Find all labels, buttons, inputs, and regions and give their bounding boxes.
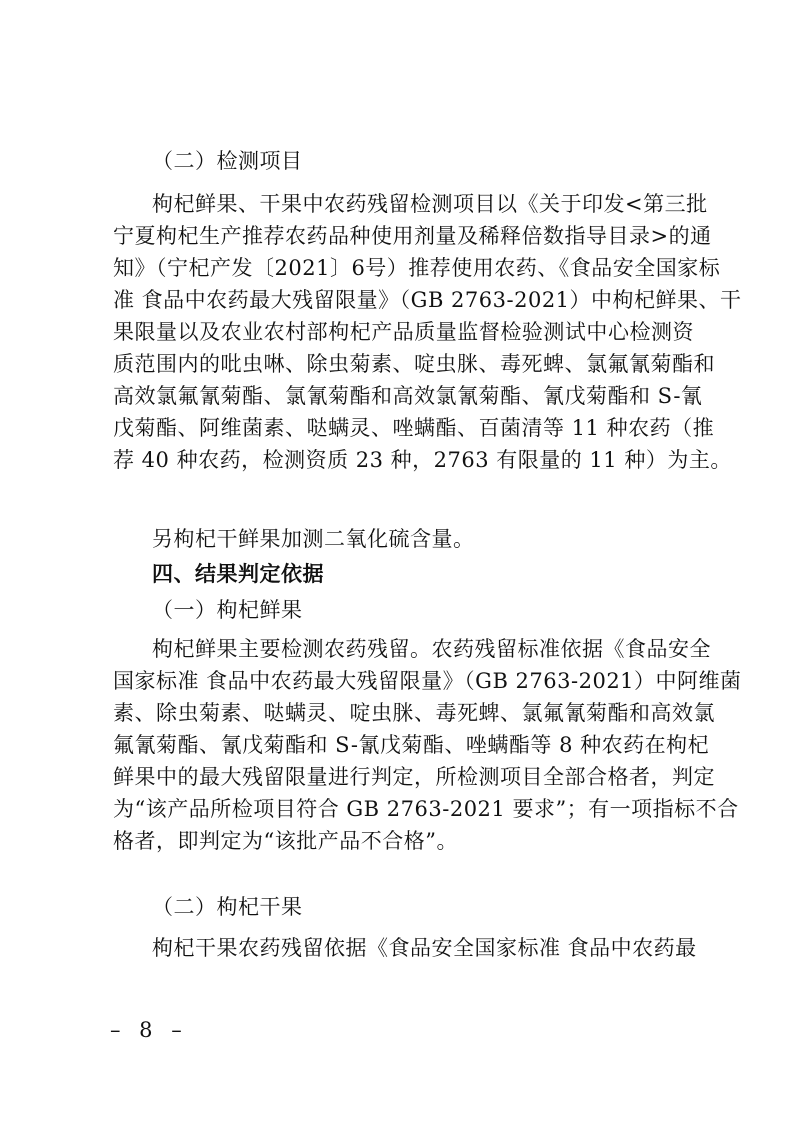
paragraph-line: 准 食品中农药最大残留限量》（GB 2763-2021）中枸杞鲜果、干 (113, 288, 742, 312)
subsection-heading-dried-fruit: （二）枸杞干果 (152, 895, 303, 919)
paragraph-line: 枸杞鲜果主要检测农药残留。农药残留标准依据《食品安全 (152, 637, 711, 661)
paragraph-line: 素、除虫菊素、哒螨灵、啶虫脒、毒死蜱、氯氟氰菊酯和高效氯 (113, 701, 715, 725)
paragraph-line: 枸杞干果农药残留依据《食品安全国家标准 食品中农药最 (152, 936, 697, 960)
paragraph-line: 果限量以及农业农村部枸杞产品质量监督检验测试中心检测资 (113, 320, 694, 344)
paragraph-line: 枸杞鲜果、干果中农药残留检测项目以《关于印发<第三批 (152, 192, 708, 216)
paragraph-line: 宁夏枸杞生产推荐农药品种使用剂量及稀释倍数指导目录>的通 (113, 224, 712, 248)
section-heading-judgment: 四、结果判定依据 (152, 562, 324, 586)
paragraph-line: 氟氰菊酯、氰戊菊酯和 S-氰戊菊酯、唑螨酯等 8 种农药在枸杞 (113, 733, 710, 757)
paragraph-line: 国家标准 食品中农药最大残留限量》（GB 2763-2021）中阿维菌 (113, 669, 742, 693)
subsection-heading-fresh-fruit: （一）枸杞鲜果 (152, 598, 303, 622)
paragraph-line: 鲜果中的最大残留限量进行判定，所检测项目全部合格者，判定 (113, 765, 715, 789)
paragraph-line: 戊菊酯、阿维菌素、哒螨灵、唑螨酯、百菌清等 11 种农药（推 (113, 416, 715, 440)
paragraph-line: 为“该产品所检项目符合 GB 2763-2021 要求”；有一项指标不合 (113, 797, 739, 821)
paragraph-line: 高效氯氟氰菊酯、氯氰菊酯和高效氯氰菊酯、氰戊菊酯和 S-氰 (113, 384, 703, 408)
page-number: – 8 – (110, 1018, 188, 1042)
paragraph-line: 知》（宁杞产发〔2021〕6号）推荐使用农药、《食品安全国家标 (113, 256, 721, 280)
subsection-heading-detection-items: （二）检测项目 (152, 149, 303, 173)
paragraph-line: 质范围内的吡虫啉、除虫菊素、啶虫脒、毒死蜱、氯氟氰菊酯和 (113, 352, 715, 376)
paragraph-note-sulfur-dioxide: 另枸杞干鲜果加测二氧化硫含量。 (152, 527, 475, 551)
paragraph-line: 荐 40 种农药，检测资质 23 种，2763 有限量的 11 种）为主。 (113, 448, 732, 472)
paragraph-line: 格者，即判定为“该批产品不合格”。 (113, 829, 458, 853)
